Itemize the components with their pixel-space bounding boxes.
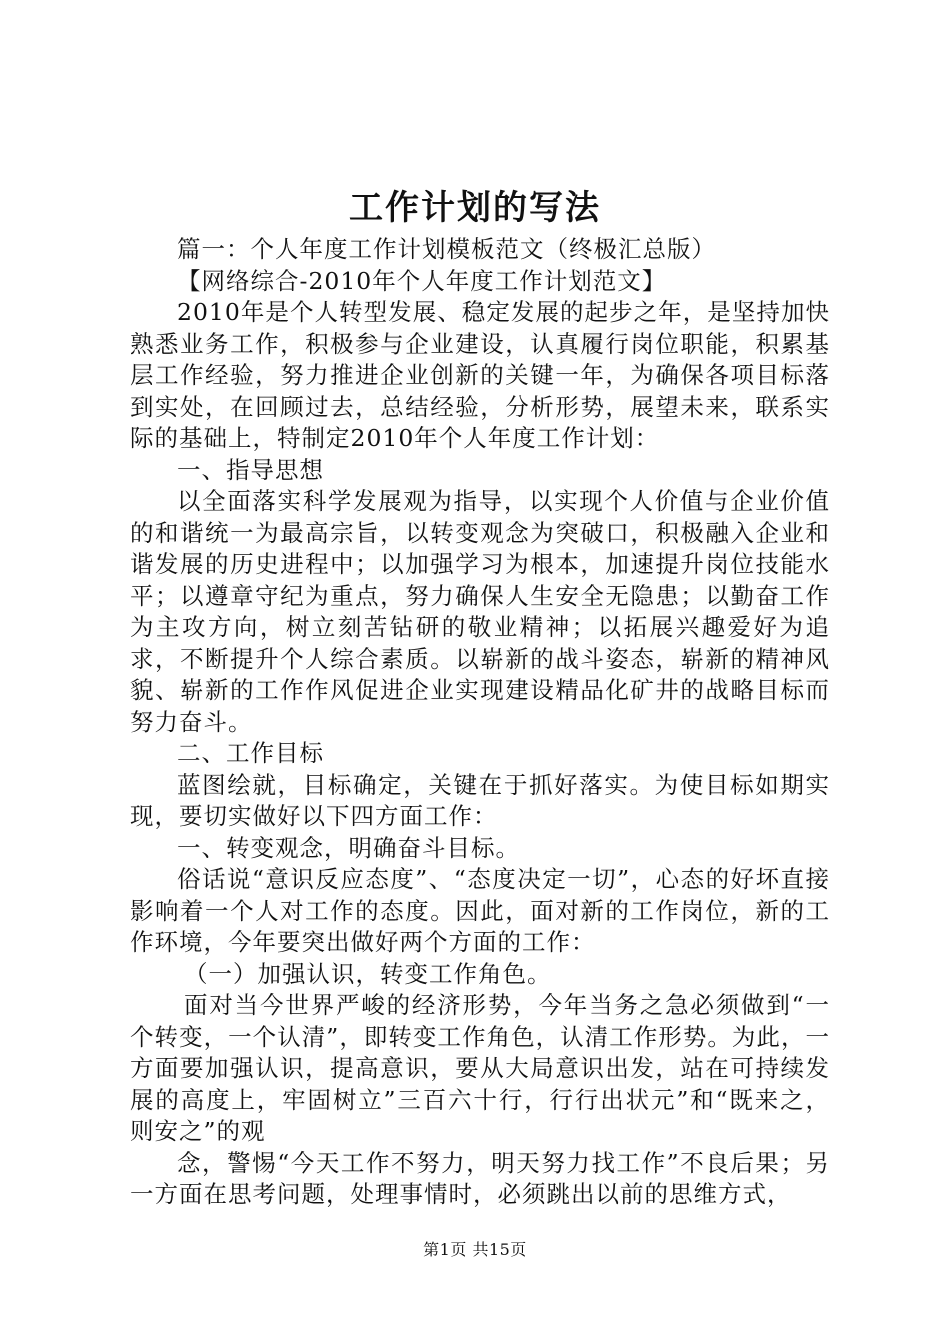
paragraph: 二、工作目标 [177,739,324,767]
paragraph: 一、转变观念，明确奋斗目标。 [177,833,520,862]
paragraph: 一、指导思想 [177,455,324,484]
document-body [130,234,830,1211]
paragraph: 念，警惕“今天工作不努力，明天努力找工作”不良后果；另一方面在思考问题，处理事情时，必须跳出以前的思维方式， [130,1148,830,1208]
paragraph: 俗话说“意识反应态度”、“态度决定一切”，心态的好坏直接影响着一个人对工作的态度。因此，面对新的工作岗位，新的工作环境，今年要突出做好两个方面的工作： [130,865,830,956]
paragraph: 以全面落实科学发展观为指导，以实现个人价值与企业价值的和谐统一为最高宗旨，以转变观念为突破口，积极融入企业和谐发展的历史进程中；以加强学习为根本，加速提升岗位技能水平；以遵章守纪为重点，努力确保人生安全无隐患；以勤奋工作为主攻方向，树立刻苦钻研的敬业精神；以拓展兴趣爱好为追求，不断提升个人综合素质。以崭新的战斗姿态，崭新的精神风貌、崭新的工作作风促进企业实现建设精品化矿井的战略目标而努力奋斗。 [130,487,830,736]
paragraph: 面对当今世界严峻的经济形势，今年当务之急必须做到“一个转变，一个认清”，即转变工作角色，认清工作形势。为此，一方面要加强认识，提高意识，要从大局意识出发，站在可持续发展的高度上，牢固树立”三百六十行，行行出状元”和“既来之，则安之”的观 [130,991,830,1145]
document-title: 工作计划的写法 [349,188,601,228]
paragraph: （一）加强认识，转变工作角色。 [184,959,552,988]
paragraph: 【网络综合-2010年个人年度工作计划范文】 [177,266,667,295]
paragraph: 篇一：个人年度工作计划模板范文（终极汇总版） [177,235,716,263]
paragraph: 2010年是个人转型发展、稳定发展的起步之年，是坚持加快熟悉业务工作，积极参与企业建设，认真履行岗位职能，积累基层工作经验，努力推进企业创新的关键一年，为确保各项目标落到实处，在回顾过去，总结经验，分析形势，展望未来，联系实际的基础上，特制定2010年个人年度工作计划： [130,298,830,452]
page-footer: 第1页 共15页 [423,1240,527,1259]
paragraph: 蓝图绘就，目标确定，关键在于抓好落实。为使目标如期实现，要切实做好以下四方面工作： [130,770,830,830]
